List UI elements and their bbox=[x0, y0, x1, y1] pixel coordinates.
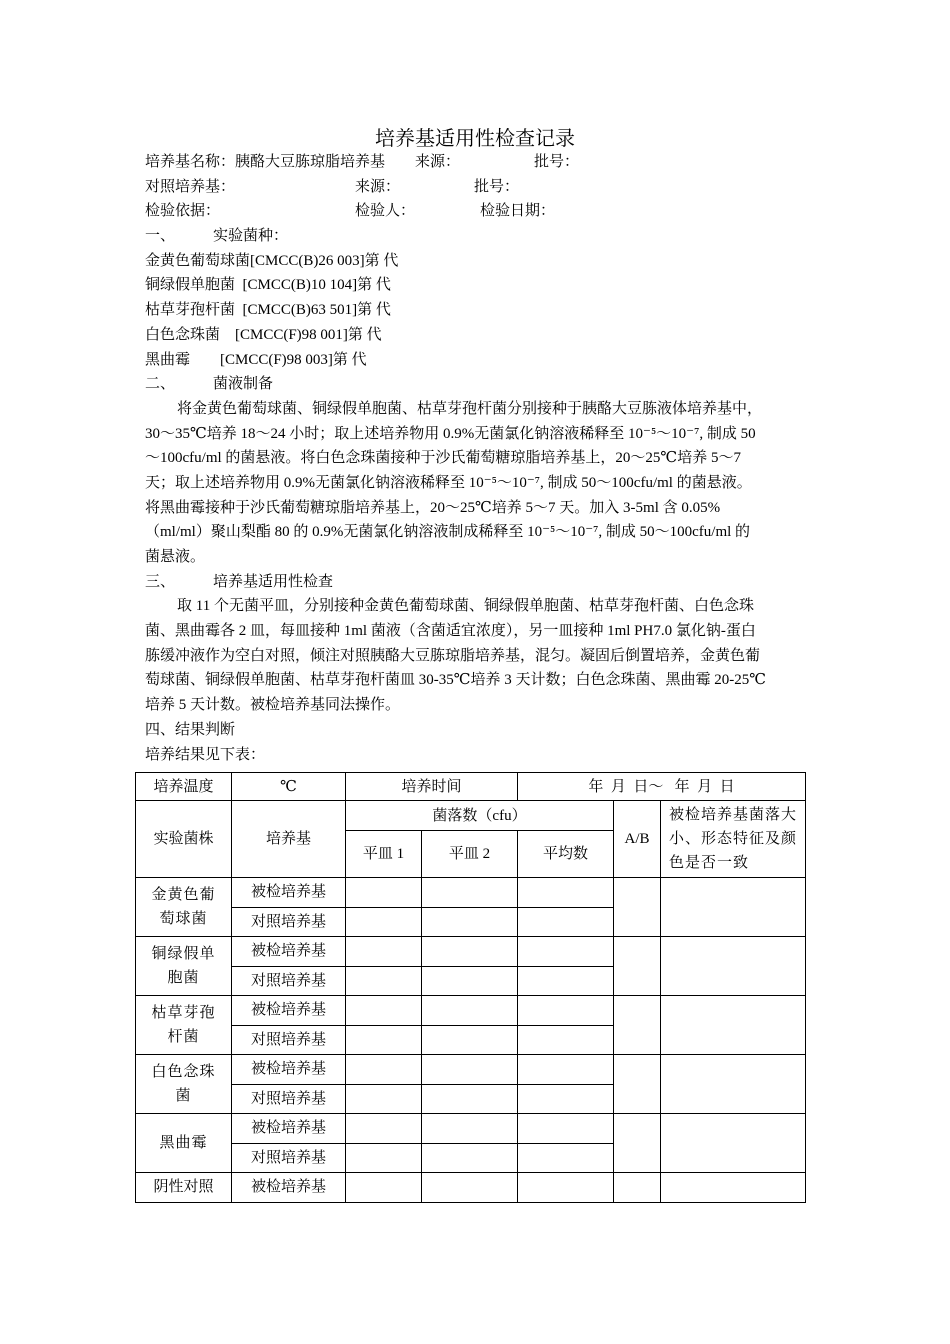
plate2-cell[interactable] bbox=[422, 1114, 518, 1144]
medium-type: 被检培养基 bbox=[232, 937, 346, 967]
medium-type: 对照培养基 bbox=[232, 966, 346, 996]
plate2-cell[interactable] bbox=[422, 907, 518, 937]
header-line-1 bbox=[145, 150, 810, 175]
ab-cell[interactable] bbox=[614, 1173, 661, 1203]
average-cell[interactable] bbox=[518, 1143, 614, 1173]
batch-label: 批号： bbox=[534, 154, 580, 170]
time-value: 年 月 日～ 年 月 日 bbox=[518, 773, 806, 801]
strain-name: 黑曲霉 bbox=[136, 1114, 232, 1173]
paragraph-line: 取 11 个无菌平皿，分别接种金黄色葡萄球菌、铜绿假单胞菌、枯草芽孢杆菌、白色念珠 bbox=[177, 598, 754, 615]
strain-line: 黑曲霉 [CMCC(F)98 003]第 代 bbox=[145, 351, 367, 368]
paragraph-line: 天；取上述培养物用 0.9%无菌氯化钠溶液稀释至 10⁻⁵～10⁻⁷, 制成 50～100cfu/ml 的菌悬液。 bbox=[145, 474, 752, 491]
average-cell[interactable] bbox=[518, 966, 614, 996]
average-header: 平均数 bbox=[518, 831, 614, 878]
paragraph-line: 培养 5 天计数。被检培养基同法操作。 bbox=[145, 697, 401, 714]
consistency-cell[interactable] bbox=[661, 996, 806, 1055]
consistency-cell[interactable] bbox=[661, 1173, 806, 1203]
plate1-cell[interactable] bbox=[346, 1025, 422, 1055]
medium-type: 对照培养基 bbox=[232, 1084, 346, 1114]
section-title: 实验菌种： bbox=[213, 228, 289, 245]
medium-name-label: 培养基名称： bbox=[145, 154, 236, 170]
date-label: 检验日期： bbox=[480, 203, 556, 220]
paragraph-line: 30～35℃培养 18～24 小时；取上述培养物用 0.9%无菌氯化钠溶液稀释至 10⁻⁵～10⁻⁷, 制成 50 bbox=[145, 425, 756, 442]
strain-name: 铜绿假单胞菌 bbox=[136, 937, 232, 996]
average-cell[interactable] bbox=[518, 878, 614, 908]
control-medium-label: 对照培养基： bbox=[145, 178, 236, 195]
plate1-cell[interactable] bbox=[346, 1143, 422, 1173]
control-batch-label: 批号： bbox=[474, 178, 520, 195]
plate1-header: 平皿 1 bbox=[346, 831, 422, 878]
colony-header: 菌落数（cfu） bbox=[346, 801, 614, 831]
paragraph-line: 将黑曲霉接种于沙氏葡萄糖琼脂培养基上，20～25℃培养 5～7 天。加入 3-5ml 含 0.05% bbox=[145, 499, 721, 516]
plate1-cell[interactable] bbox=[346, 907, 422, 937]
section-number: 二、 bbox=[145, 376, 176, 393]
average-cell[interactable] bbox=[518, 1173, 614, 1203]
ab-cell[interactable] bbox=[614, 996, 661, 1055]
plate1-cell[interactable] bbox=[346, 937, 422, 967]
consistency-cell[interactable] bbox=[661, 937, 806, 996]
table-row bbox=[136, 1114, 806, 1144]
page-title: 培养基适用性检查记录 bbox=[375, 128, 575, 150]
table-intro: 培养结果见下表： bbox=[145, 746, 266, 763]
section-number: 三、 bbox=[145, 573, 176, 590]
average-cell[interactable] bbox=[518, 1055, 614, 1085]
ab-cell[interactable] bbox=[614, 937, 661, 996]
plate2-cell[interactable] bbox=[422, 937, 518, 967]
medium-type: 被检培养基 bbox=[232, 1055, 346, 1085]
plate1-cell[interactable] bbox=[346, 1055, 422, 1085]
plate1-cell[interactable] bbox=[346, 1173, 422, 1203]
consistency-header: 被检培养基菌落大小、形态特征及颜色是否一致 bbox=[661, 801, 806, 878]
average-cell[interactable] bbox=[518, 996, 614, 1026]
medium-type: 被检培养基 bbox=[232, 878, 346, 908]
strain-header: 实验菌株 bbox=[136, 801, 232, 878]
plate2-cell[interactable] bbox=[422, 1084, 518, 1114]
temp-label: 培养温度 bbox=[136, 773, 232, 801]
paragraph-line: 萄球菌、铜绿假单胞菌、枯草芽孢杆菌皿 30-35℃培养 3 天计数；白色念珠菌、黑曲霉 20-25℃ bbox=[145, 672, 767, 689]
section-title: 菌液制备 bbox=[213, 376, 274, 393]
consistency-cell[interactable] bbox=[661, 1055, 806, 1114]
plate2-cell[interactable] bbox=[422, 1173, 518, 1203]
average-cell[interactable] bbox=[518, 907, 614, 937]
medium-type: 被检培养基 bbox=[232, 996, 346, 1026]
time-label: 培养时间 bbox=[346, 773, 518, 801]
plate2-header: 平皿 2 bbox=[422, 831, 518, 878]
plate2-cell[interactable] bbox=[422, 1143, 518, 1173]
temp-unit: ℃ bbox=[232, 773, 346, 801]
header-line-3 bbox=[145, 199, 810, 224]
table-row bbox=[136, 996, 806, 1026]
paragraph-line: 菌悬液。 bbox=[145, 549, 206, 565]
plate2-cell[interactable] bbox=[422, 1025, 518, 1055]
consistency-cell[interactable] bbox=[661, 878, 806, 937]
average-cell[interactable] bbox=[518, 1084, 614, 1114]
paragraph-line: ～100cfu/ml 的菌悬液。将白色念珠菌接种于沙氏葡萄糖琼脂培养基上，20～25℃培养 5～7 bbox=[145, 450, 741, 467]
inspector-label: 检验人： bbox=[355, 203, 416, 220]
strain-name: 枯草芽孢杆菌 bbox=[136, 996, 232, 1055]
medium-type: 对照培养基 bbox=[232, 1143, 346, 1173]
paragraph-line: 胨缓冲液作为空白对照，倾注对照胰酪大豆胨琼脂培养基，混匀。凝固后倒置培养，金黄色葡 bbox=[145, 647, 761, 664]
medium-type: 被检培养基 bbox=[232, 1173, 346, 1203]
document-body bbox=[145, 150, 810, 767]
section-title: 培养基适用性检查 bbox=[213, 573, 334, 590]
plate2-cell[interactable] bbox=[422, 878, 518, 908]
medium-name: 胰酪大豆胨琼脂培养基 bbox=[235, 154, 386, 170]
section-number: 一、 bbox=[145, 228, 176, 245]
strain-line: 白色念珠菌 [CMCC(F)98 001]第 代 bbox=[145, 326, 382, 343]
section-2-heading bbox=[145, 372, 810, 397]
section-4-heading: 四、结果判断 bbox=[145, 721, 236, 738]
average-cell[interactable] bbox=[518, 937, 614, 967]
plate1-cell[interactable] bbox=[346, 878, 422, 908]
table-row bbox=[136, 1055, 806, 1085]
section-1-heading bbox=[145, 224, 810, 249]
negative-control: 阴性对照 bbox=[136, 1173, 232, 1203]
plate2-cell[interactable] bbox=[422, 1055, 518, 1085]
control-source-label: 来源： bbox=[355, 178, 401, 195]
basis-label: 检验依据： bbox=[145, 203, 221, 220]
consistency-cell[interactable] bbox=[661, 1114, 806, 1173]
table-row bbox=[136, 937, 806, 967]
ab-header: A/B bbox=[614, 801, 661, 878]
plate1-cell[interactable] bbox=[346, 996, 422, 1026]
strain-name: 金黄色葡萄球菌 bbox=[136, 878, 232, 937]
source-label: 来源： bbox=[415, 154, 461, 170]
paragraph-line: 菌、黑曲霉各 2 皿，每皿接种 1ml 菌液（含菌适宜浓度），另一皿接种 1ml PH7.0 氯化钠-蛋白 bbox=[145, 623, 756, 640]
ab-cell[interactable] bbox=[614, 1114, 661, 1173]
results-table bbox=[135, 772, 806, 1203]
medium-type: 对照培养基 bbox=[232, 1025, 346, 1055]
plate1-cell[interactable] bbox=[346, 966, 422, 996]
plate2-cell[interactable] bbox=[422, 966, 518, 996]
table-row bbox=[136, 1173, 806, 1203]
header-line-2 bbox=[145, 175, 810, 200]
strain-line: 铜绿假单胞菌 [CMCC(B)10 104]第 代 bbox=[145, 277, 391, 294]
medium-type: 被检培养基 bbox=[232, 1114, 346, 1144]
medium-type: 对照培养基 bbox=[232, 907, 346, 937]
section-3-heading bbox=[145, 570, 810, 595]
plate1-cell[interactable] bbox=[346, 1114, 422, 1144]
table-row bbox=[136, 878, 806, 908]
strain-line: 枯草芽孢杆菌 [CMCC(B)63 501]第 代 bbox=[145, 302, 391, 319]
ab-cell[interactable] bbox=[614, 1055, 661, 1114]
paragraph-line: （ml/ml）聚山梨酯 80 的 0.9%无菌氯化钠溶液制成稀释至 10⁻⁵～10⁻⁷, 制成 50～100cfu/ml 的 bbox=[145, 524, 751, 541]
medium-header: 培养基 bbox=[232, 801, 346, 878]
paragraph-line: 将金黄色葡萄球菌、铜绿假单胞菌、枯草芽孢杆菌分别接种于胰酪大豆胨液体培养基中， bbox=[177, 400, 763, 417]
ab-cell[interactable] bbox=[614, 878, 661, 937]
strain-name: 白色念珠菌 bbox=[136, 1055, 232, 1114]
plate2-cell[interactable] bbox=[422, 996, 518, 1026]
strain-line: 金黄色葡萄球菌[CMCC(B)26 003]第 代 bbox=[145, 252, 399, 269]
average-cell[interactable] bbox=[518, 1114, 614, 1144]
average-cell[interactable] bbox=[518, 1025, 614, 1055]
plate1-cell[interactable] bbox=[346, 1084, 422, 1114]
